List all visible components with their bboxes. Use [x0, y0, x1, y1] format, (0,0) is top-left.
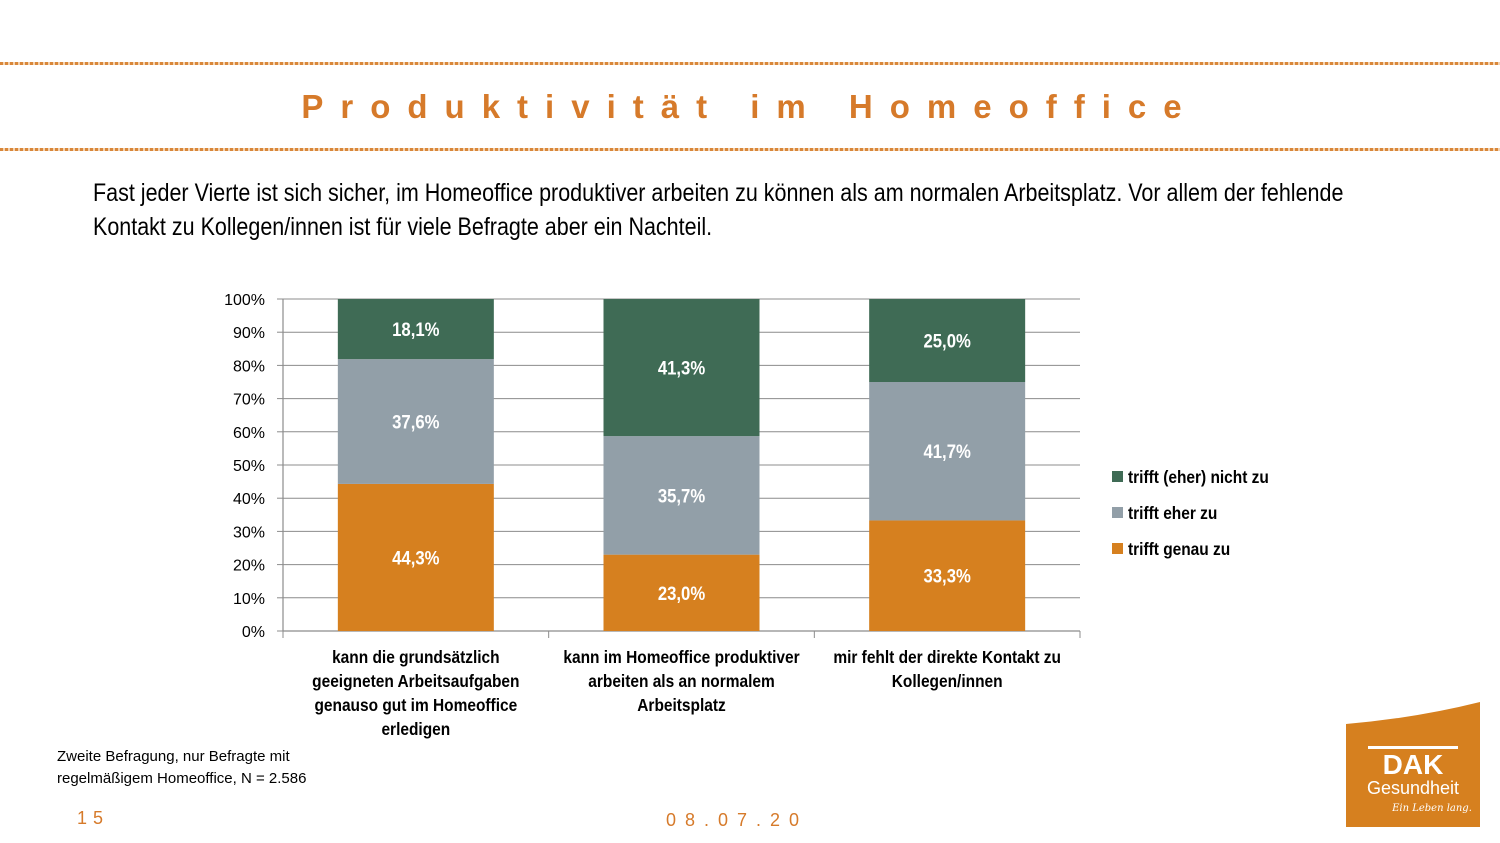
y-tick-label: 10% [232, 590, 265, 608]
data-label: 35,7% [657, 485, 706, 507]
slide-date: 08.07.20 [666, 810, 809, 830]
data-label: 41,7% [923, 441, 971, 463]
footnote [57, 746, 306, 790]
legend-swatch [1112, 471, 1123, 482]
x-category-label: Kollegen/innen [891, 670, 1003, 692]
y-tick-label: 90% [232, 325, 265, 343]
logo-name: Gesundheit [1366, 778, 1460, 798]
y-tick-label: 100% [224, 292, 265, 309]
y-tick-label: 70% [232, 391, 265, 409]
page-title: Produktivität im Homeoffice [301, 88, 1199, 125]
data-label: 33,3% [923, 565, 971, 587]
x-category-label: erledigen [381, 718, 451, 740]
y-tick-label: 0% [241, 624, 265, 641]
data-label: 23,0% [657, 582, 706, 605]
dak-logo [1346, 702, 1480, 827]
x-category-label: arbeiten als an normalem [588, 670, 775, 692]
y-tick-label: 20% [232, 557, 265, 575]
data-label: 25,0% [923, 330, 971, 352]
y-tick-label: 50% [232, 458, 265, 475]
x-category-label: geeigneten Arbeitsaufgaben [312, 670, 520, 692]
x-category-label: mir fehlt der direkte Kontakt zu [833, 646, 1061, 668]
x-category-label: kann im Homeoffice produktiver [563, 646, 800, 668]
data-label: 37,6% [392, 411, 440, 433]
data-label: 18,1% [392, 319, 440, 341]
logo-brand: DAK [1382, 749, 1444, 780]
legend-label: trifft eher zu [1128, 502, 1218, 524]
legend-swatch [1112, 507, 1123, 518]
data-label: 41,3% [657, 357, 706, 379]
x-category-label: kann die grundsätzlich [332, 646, 500, 668]
data-label: 44,3% [392, 547, 440, 569]
x-category-label: genauso gut im Homeoffice [314, 694, 518, 716]
legend-swatch [1112, 543, 1123, 554]
legend-label: trifft (eher) nicht zu [1128, 466, 1269, 488]
y-tick-label: 80% [232, 358, 265, 376]
logo-tagline: Ein Leben lang. [1392, 803, 1472, 814]
footnote-line-1: Zweite Befragung, nur Befragte mit [57, 748, 290, 765]
legend-label: trifft genau zu [1128, 538, 1231, 560]
y-tick-label: 40% [232, 491, 265, 509]
footnote-line-2: regelmäßigem Homeoffice, N = 2.586 [57, 770, 307, 787]
y-tick-label: 30% [232, 524, 265, 542]
page-number: 15 [77, 808, 110, 828]
slide-subtitle: Fast jeder Vierte ist sich sicher, im Homeoffice produktiver arbeiten zu können als am normalen Arbeitsplatz. Vor allem der fehlende Kontakt zu Kollegen/innen ist für viele Befragte aber ein Nachteil. [93, 179, 1344, 241]
y-tick-label: 60% [232, 424, 265, 442]
x-category-label: Arbeitsplatz [637, 694, 726, 716]
